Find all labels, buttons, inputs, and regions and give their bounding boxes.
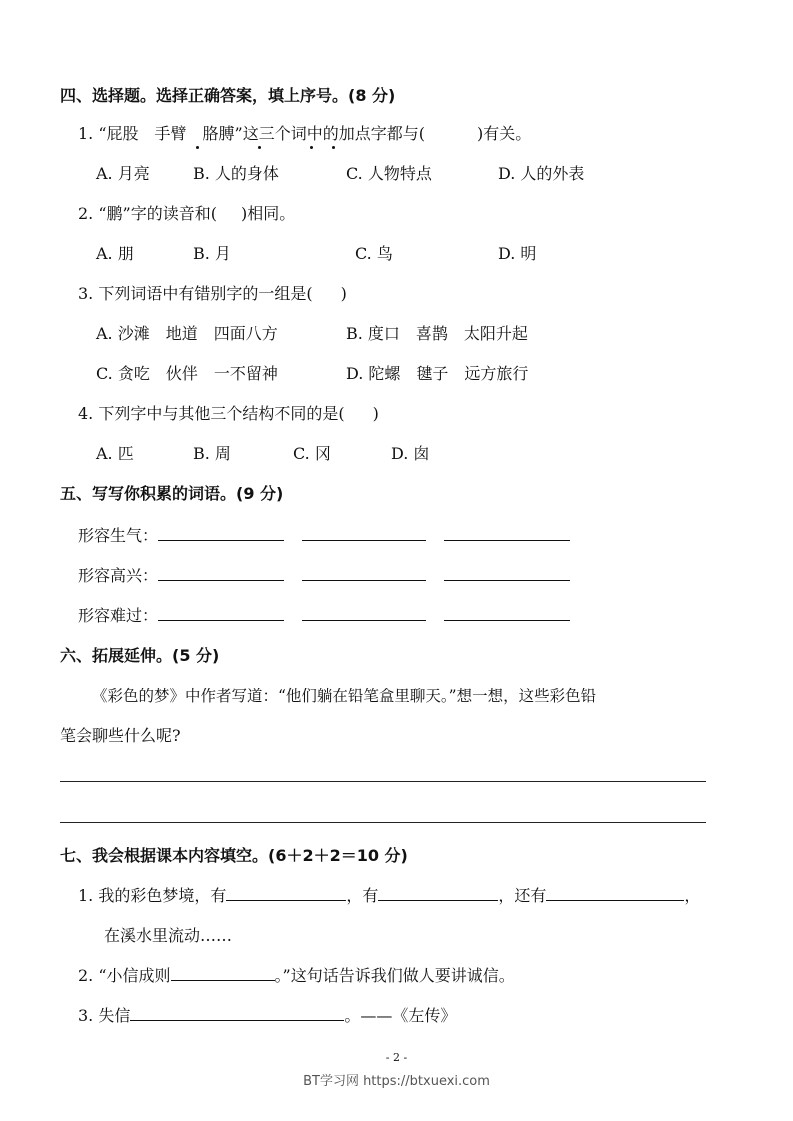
q7-1-continuation: 在溪水里流动…… — [104, 926, 233, 945]
q4-3-text-end: ) — [340, 284, 347, 303]
q4-2-text-end: )相同。 — [240, 204, 296, 223]
q7-1-text: ， — [684, 886, 701, 905]
q7-3-text: 3. 失信 — [78, 1006, 131, 1025]
q4-4-text-end: ) — [372, 404, 379, 423]
answer-blank[interactable] — [546, 886, 684, 901]
q4-4-option-a: A. 匹 — [96, 444, 134, 463]
emphasis-dot — [258, 146, 261, 149]
q4-1-text: 1. “屁股 手臂 胳膊”这三个词中的加点字都与( — [78, 124, 425, 143]
q4-2-option-a: A. 朋 — [96, 244, 134, 263]
section-5-title: 五、写写你积累的词语。(9 分) — [60, 484, 284, 503]
section-4-title: 四、选择题。选择正确答案，填上序号。(8 分) — [60, 86, 396, 105]
s5-row-label: 形容高兴： — [78, 566, 159, 585]
s6-paragraph-line-1: 《彩色的梦》中作者写道：“他们躺在铅笔盒里聊天。”想一想，这些彩色铅 — [92, 687, 597, 705]
answer-blank[interactable] — [158, 526, 284, 541]
q7-3-text: 。——《左传》 — [344, 1006, 457, 1025]
q7-3 — [78, 1006, 456, 1026]
q4-2-option-b: B. 月 — [193, 244, 231, 263]
answer-blank[interactable] — [444, 526, 570, 541]
q4-2-text: 2. “鹏”字的读音和( — [78, 204, 217, 223]
s5-row-label: 形容难过： — [78, 606, 159, 625]
q7-2 — [78, 966, 515, 986]
answer-blank[interactable] — [226, 886, 346, 901]
q4-3-option-a: A. 沙滩 地道 四面八方 — [96, 324, 278, 343]
q4-4 — [78, 404, 379, 424]
q4-2-option-c: C. 鸟 — [355, 244, 393, 263]
q4-4-option-d: D. 囱 — [391, 444, 430, 463]
q7-1-text: 1. 我的彩色梦境，有 — [78, 886, 227, 905]
q7-2-text: 。”这句话告诉我们做人要讲诚信。 — [274, 966, 515, 985]
emphasis-dot — [332, 146, 335, 149]
q4-3-option-d: D. 陀螺 毽子 远方旅行 — [346, 364, 529, 383]
answer-line[interactable] — [60, 822, 706, 823]
section-7-title: 七、我会根据课本内容填空。(6＋2＋2＝10 分) — [60, 846, 408, 865]
q4-4-option-c: C. 冈 — [293, 444, 331, 463]
q7-1-text: ，有 — [346, 886, 379, 905]
q4-1-text-end: )有关。 — [476, 124, 532, 143]
q4-1-option-b: B. 人的身体 — [193, 164, 279, 183]
q7-1 — [78, 886, 700, 906]
s5-row-sad — [78, 606, 570, 626]
q4-1-option-c: C. 人物特点 — [346, 164, 432, 183]
q4-3 — [78, 284, 347, 304]
section-6-title: 六、拓展延伸。(5 分) — [60, 646, 220, 665]
s5-row-happy — [78, 566, 570, 586]
q7-2-text: 2. “小信成则 — [78, 966, 171, 985]
s5-row-anger — [78, 526, 570, 546]
q4-1-option-d: D. 人的外表 — [498, 164, 585, 183]
answer-blank[interactable] — [158, 606, 284, 621]
answer-blank[interactable] — [171, 966, 275, 981]
q4-1 — [78, 124, 531, 144]
q4-4-text: 4. 下列字中与其他三个结构不同的是( — [78, 404, 345, 423]
q4-4-option-b: B. 周 — [193, 444, 231, 463]
emphasis-dot — [196, 146, 199, 149]
emphasis-dot — [310, 146, 313, 149]
answer-line[interactable] — [60, 781, 706, 782]
answer-blank[interactable] — [130, 1006, 344, 1021]
answer-blank[interactable] — [158, 566, 284, 581]
q4-3-option-c: C. 贪吃 伙伴 一不留神 — [96, 364, 278, 383]
page-number: - 2 - — [385, 1051, 408, 1064]
answer-blank[interactable] — [378, 886, 498, 901]
answer-blank[interactable] — [302, 566, 426, 581]
s5-row-label: 形容生气： — [78, 526, 159, 545]
s6-paragraph-line-2: 笔会聊些什么呢? — [60, 726, 181, 745]
q4-2 — [78, 204, 295, 224]
q7-1-text: ，还有 — [498, 886, 547, 905]
watermark: BT学习网 https://btxuexi.com — [303, 1074, 490, 1089]
q4-3-option-b: B. 度口 喜鹊 太阳升起 — [346, 324, 528, 343]
q4-2-option-d: D. 明 — [498, 244, 537, 263]
answer-blank[interactable] — [444, 606, 570, 621]
answer-blank[interactable] — [302, 526, 426, 541]
q4-1-option-a: A. 月亮 — [96, 164, 150, 183]
answer-blank[interactable] — [302, 606, 426, 621]
answer-blank[interactable] — [444, 566, 570, 581]
q4-3-text: 3. 下列词语中有错别字的一组是( — [78, 284, 313, 303]
